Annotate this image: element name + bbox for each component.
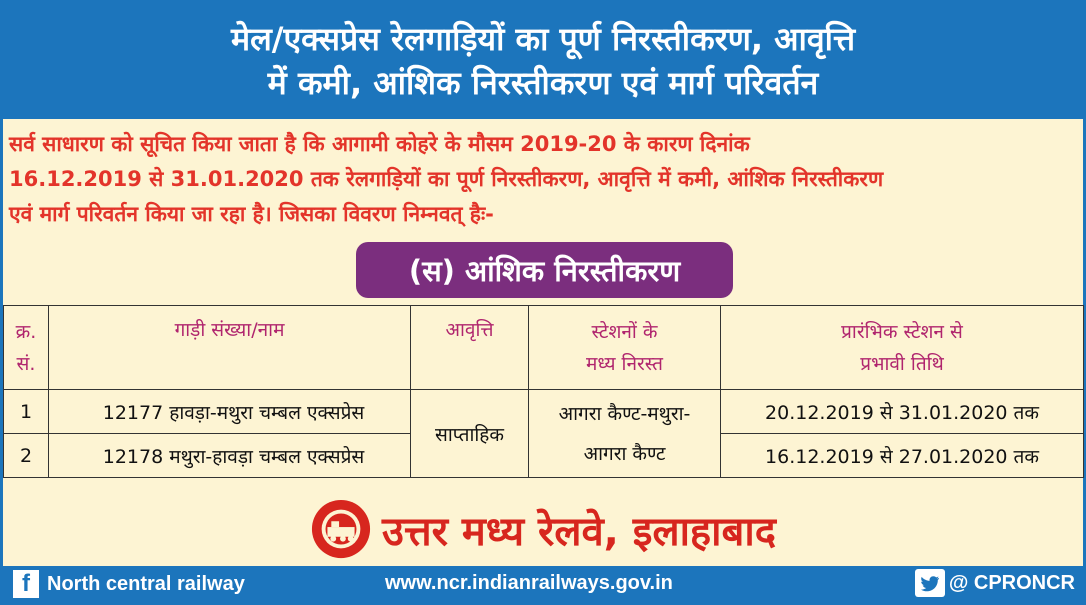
col-header-effective-date xyxy=(721,306,1084,390)
website-link[interactable]: www.ncr.indianrailways.gov.in xyxy=(385,572,673,594)
col-header-frequency xyxy=(411,306,529,390)
header-title-line-2: में कमी, आंशिक निरस्तीकरण एवं मार्ग परिवर्तन xyxy=(267,64,819,102)
cell-frequency: साप्ताहिक xyxy=(411,390,529,478)
col-header-stations xyxy=(529,306,721,390)
notice-line-3: एवं मार्ग परिवर्तन किया जा रहा है। जिसका विवरण निम्नवत् हैः- xyxy=(9,202,494,226)
col-header-train-label: गाड़ी संख्या/नाम xyxy=(174,319,285,341)
col-header-stations-line-2: मध्य निरस्त xyxy=(585,352,664,375)
cell-sno: 1 xyxy=(4,390,49,434)
brand-section xyxy=(3,493,1083,565)
train-table xyxy=(3,305,1084,478)
cell-train: 12178 मथुरा-हावड़ा चम्बल एक्सप्रेस xyxy=(49,434,411,478)
twitter-handle: @ CPRONCR xyxy=(948,571,1075,594)
twitter-link[interactable] xyxy=(915,569,1075,597)
cell-stations xyxy=(529,390,721,478)
table-header-row xyxy=(4,306,1084,390)
col-header-effective-line-1: प्रारंभिक स्टेशन से xyxy=(841,320,963,343)
cell-dates: 20.12.2019 से 31.01.2020 तक xyxy=(721,390,1084,434)
table-row xyxy=(4,390,1084,434)
col-header-stations-line-1: स्टेशनों के xyxy=(591,320,658,343)
twitter-icon xyxy=(915,569,945,597)
notice-text xyxy=(9,127,1081,232)
cell-stations-line-1: आगरा कैण्ट-मथुरा- xyxy=(558,402,691,425)
col-header-frequency-label: आवृत्ति xyxy=(445,319,494,341)
cell-dates: 16.12.2019 से 27.01.2020 तक xyxy=(721,434,1084,478)
header-title-line-1: मेल/एक्सप्रेस रेलगाड़ियों का पूर्ण निरस्तीकरण, आवृत्ति xyxy=(230,20,856,58)
section-title: (स) आंशिक निरस्तीकरण xyxy=(356,242,733,298)
col-header-sno xyxy=(4,306,49,390)
notice-line-1: सर्व साधारण को सूचित किया जाता है कि आगामी कोहरे के मौसम 2019-20 के कारण दिनांक xyxy=(9,132,750,156)
footer-bar xyxy=(3,566,1083,602)
col-header-sno-line-2: सं. xyxy=(16,352,36,375)
col-header-train xyxy=(49,306,411,390)
header-banner xyxy=(3,3,1083,119)
facebook-link[interactable] xyxy=(13,570,245,598)
notice-line-2: 16.12.2019 से 31.01.2020 तक रेलगाड़ियों का पूर्ण निरस्तीकरण, आवृत्ति में कमी, आंशिक निरस्तीकरण xyxy=(9,167,884,191)
facebook-icon: f xyxy=(13,570,39,598)
col-header-sno-line-1: क्र. xyxy=(15,320,37,343)
cell-train: 12177 हावड़ा-मथुरा चम्बल एक्सप्रेस xyxy=(49,390,411,434)
cell-stations-line-2: आगरा कैण्ट xyxy=(583,442,666,465)
facebook-label: North central railway xyxy=(47,572,245,595)
brand-name: उत्तर मध्य रेलवे, इलाहाबाद xyxy=(382,508,776,555)
indian-railways-logo-icon xyxy=(310,498,372,560)
col-header-effective-line-2: प्रभावी तिथि xyxy=(860,352,944,375)
cell-sno: 2 xyxy=(4,434,49,478)
